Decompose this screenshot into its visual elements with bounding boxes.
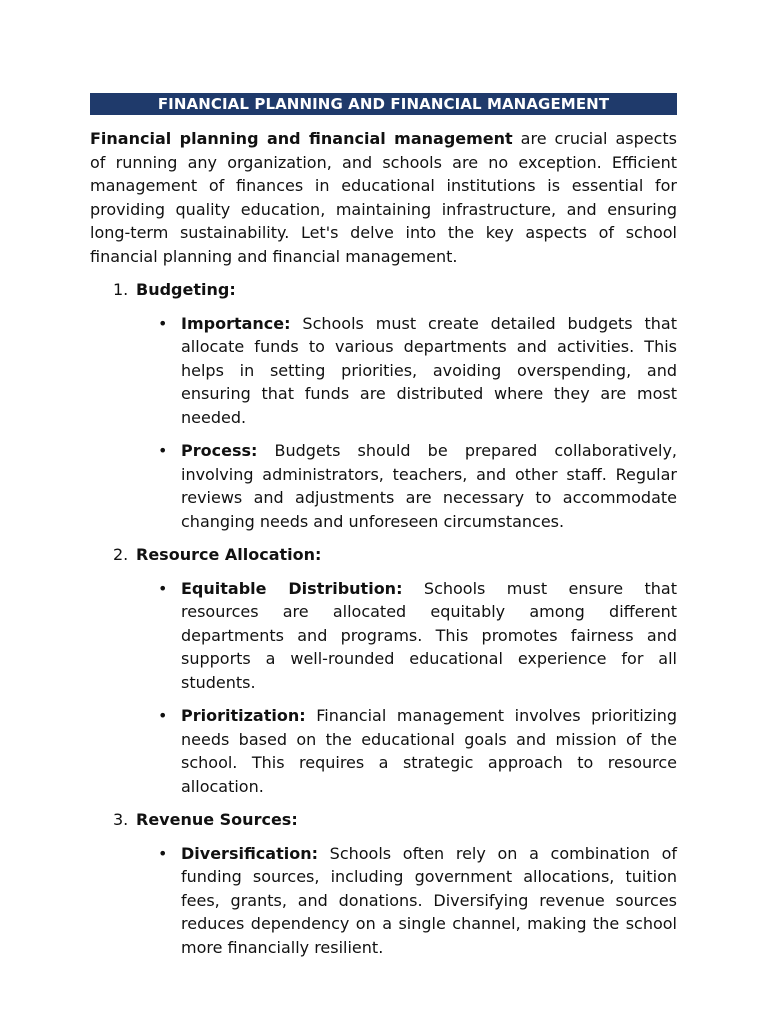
bullet-term: Importance: [181,313,291,333]
bullet-dot-icon: • [158,313,168,333]
section-number: 1. [113,280,129,299]
bullet-list [90,842,677,960]
bullet-list [90,577,677,799]
intro-bold-lead: Financial planning and financial management [90,129,513,148]
document-title: FINANCIAL PLANNING AND FINANCIAL MANAGEMENT [90,93,677,115]
bullet-dot-icon: • [158,843,168,863]
section-resource-allocation [90,543,677,798]
list-item [90,312,677,430]
bullet-text: Financial management involves prioritizing needs based on the educational goals and mission of the school. This requires a strategic approach to resource allocation. [181,706,677,796]
bullet-text: Schools must create detailed budgets that allocate funds to various departments and activities. This helps in setting priorities, avoiding overspending, and ensuring that funds are distributed where they are most needed. [181,313,677,427]
bullet-dot-icon: • [158,578,168,598]
bullet-text: Budgets should be prepared collaboratively, involving administrators, teachers, and other staff. Regular reviews and adjustments are necessary to accommodate changing needs and unforeseen circumstances. [181,441,677,531]
section-heading: Budgeting: [136,280,236,299]
bullet-dot-icon: • [158,706,168,725]
bullet-list [90,312,677,534]
bullet-term: Diversification: [181,843,318,863]
section-number: 3. [113,810,129,829]
section-heading: Resource Allocation: [136,545,322,564]
document-page [90,93,677,969]
section-revenue-sources [90,808,677,959]
bullet-term: Process: [181,441,258,460]
bullet-term: Equitable Distribution: [181,578,403,598]
list-item [90,704,677,798]
bullet-text: Schools often rely on a combination of funding sources, including government allocations, tuition fees, grants, and donations. Diversifying revenue sources reduces dependency on a single channel, making the school more financially resilient. [181,843,677,957]
list-item [90,842,677,960]
section-number: 2. [113,545,129,564]
section-budgeting [90,278,677,533]
bullet-dot-icon: • [158,441,168,460]
list-item [90,577,677,695]
bullet-text: Schools must ensure that resources are allocated equitably among different departments and programs. This promotes fairness and supports a well-rounded educational experience for all students. [181,578,678,692]
list-item [90,439,677,533]
intro-paragraph [90,127,677,268]
section-heading: Revenue Sources: [136,810,298,829]
intro-text: are crucial aspects of running any organization, and schools are no exception. Efficient management of finances in educational institutions is essential for providing quality education, maintaining infrastructure, and ensuring long-term sustainability. Let's delve into the key aspects of school financial planning and financial management. [90,129,678,266]
bullet-term: Prioritization: [181,706,306,725]
